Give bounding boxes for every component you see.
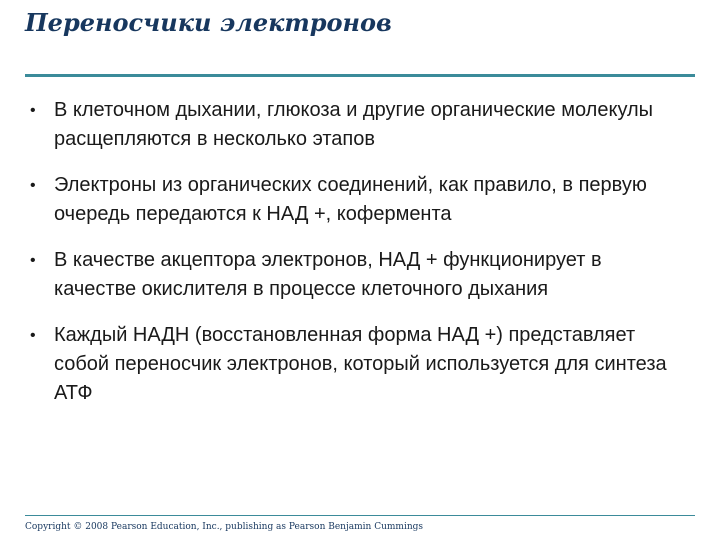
bullet-icon: • [30, 177, 36, 194]
bullet-list [28, 96, 688, 425]
bullet-text: Электроны из органических соединений, как правило, в первую очередь передаются к НАД +, кофермента [54, 174, 647, 225]
title-divider [25, 74, 695, 77]
bullet-text: Каждый НАДН (восстановленная форма НАД +) представляет собой переносчик электронов, который используется для синтеза АТФ [54, 324, 667, 404]
bullet-item [28, 171, 688, 229]
bullet-item [28, 96, 688, 154]
bullet-text: В клеточном дыхании, глюкоза и другие органические молекулы расщепляются в несколько этапов [54, 99, 654, 150]
bullet-icon: • [30, 102, 36, 119]
copyright-footer: Copyright © 2008 Pearson Education, Inc., publishing as Pearson Benjamin Cummings [25, 522, 424, 532]
bullet-icon: • [30, 327, 36, 344]
bullet-icon: • [30, 252, 36, 269]
bullet-item [28, 246, 688, 304]
bullet-item [28, 321, 688, 408]
footer-divider [25, 515, 695, 516]
slide-title: Переносчики электронов [25, 8, 392, 37]
bullet-text: В качестве акцептора электронов, НАД + функционирует в качестве окислителя в процессе клеточного дыхания [54, 249, 602, 300]
